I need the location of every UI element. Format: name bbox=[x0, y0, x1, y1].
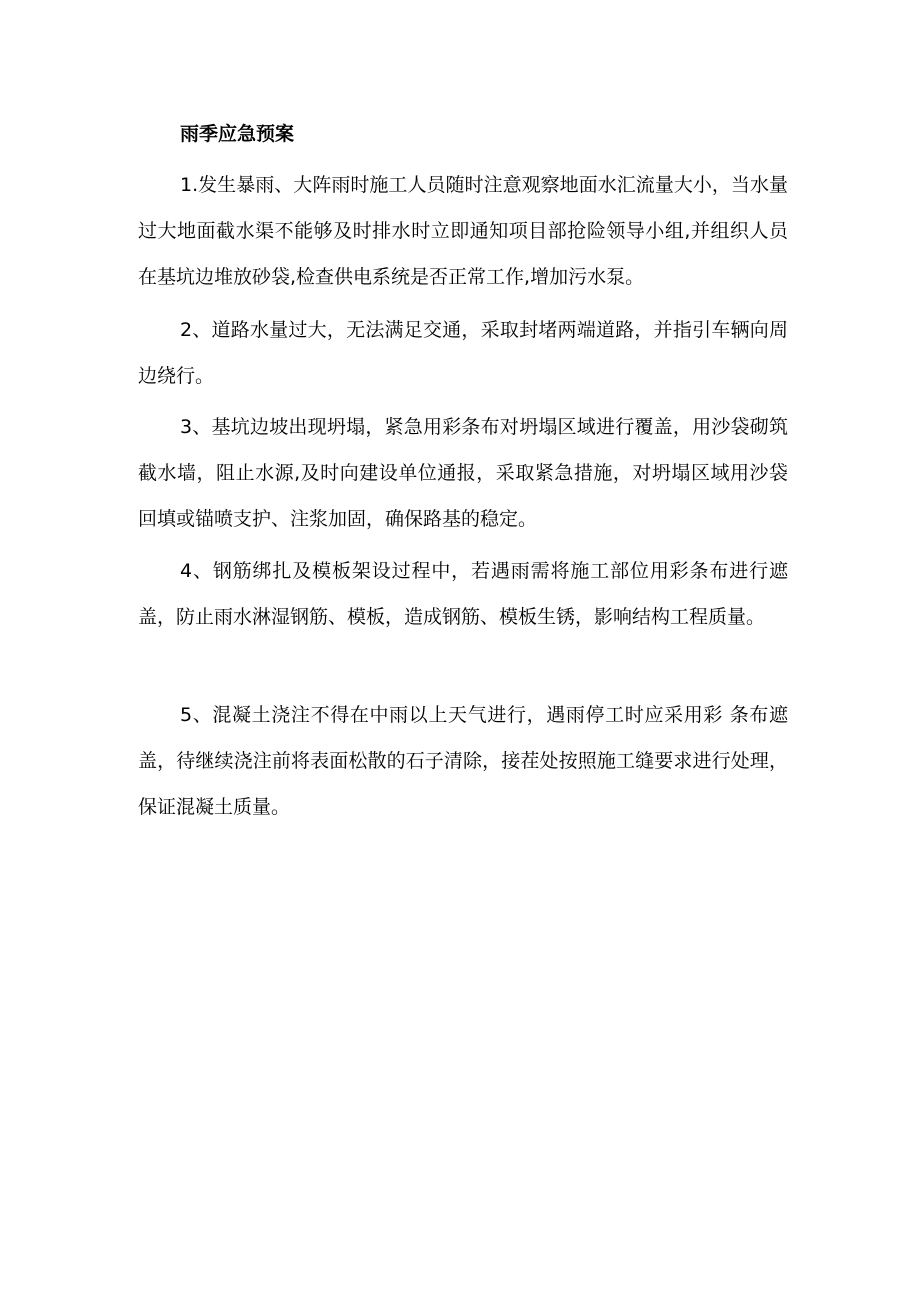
paragraph-2: 2、道路水量过大，无法满足交通，采取封堵两端道路，并指引车辆向周边绕行。 bbox=[138, 319, 788, 387]
paragraph-5-continuation: 条布遮盖，待继续浇注前将表面松散的石子清除，接茬处按照施工缝要求进行处理，保证混凝土质量。 bbox=[138, 704, 788, 818]
paragraph-5-first-line: 5、混凝土浇注不得在中雨以上天气进行，遇雨停工时应采用彩 bbox=[180, 704, 724, 726]
paragraph-1: 1.发生暴雨、大阵雨时施工人员随时注意观察地面水汇流量大小，当水量过大地面截水渠不能够及时排水时立即通知项目部抢险领导小组,并组织人员在基坑边堆放砂袋,检查供电系统是否正常工作,增加污水泵。 bbox=[138, 174, 788, 288]
paragraph-5 bbox=[138, 692, 788, 830]
document-title: 雨季应急预案 bbox=[180, 123, 295, 145]
paragraph-3: 3、基坑边坡出现坍塌，紧急用彩条布对坍塌区域进行覆盖，用沙袋砌筑截水墙，阻止水源,及时向建设单位通报，采取紧急措施，对坍塌区域用沙袋回填或锚喷支护、注浆加固，确保路基的稳定。 bbox=[138, 416, 788, 530]
paragraph-4: 4、钢筋绑扎及模板架设过程中，若遇雨需将施工部位用彩条布进行遮盖，防止雨水淋湿钢筋、模板，造成钢筋、模板生锈，影响结构工程质量。 bbox=[138, 560, 788, 628]
